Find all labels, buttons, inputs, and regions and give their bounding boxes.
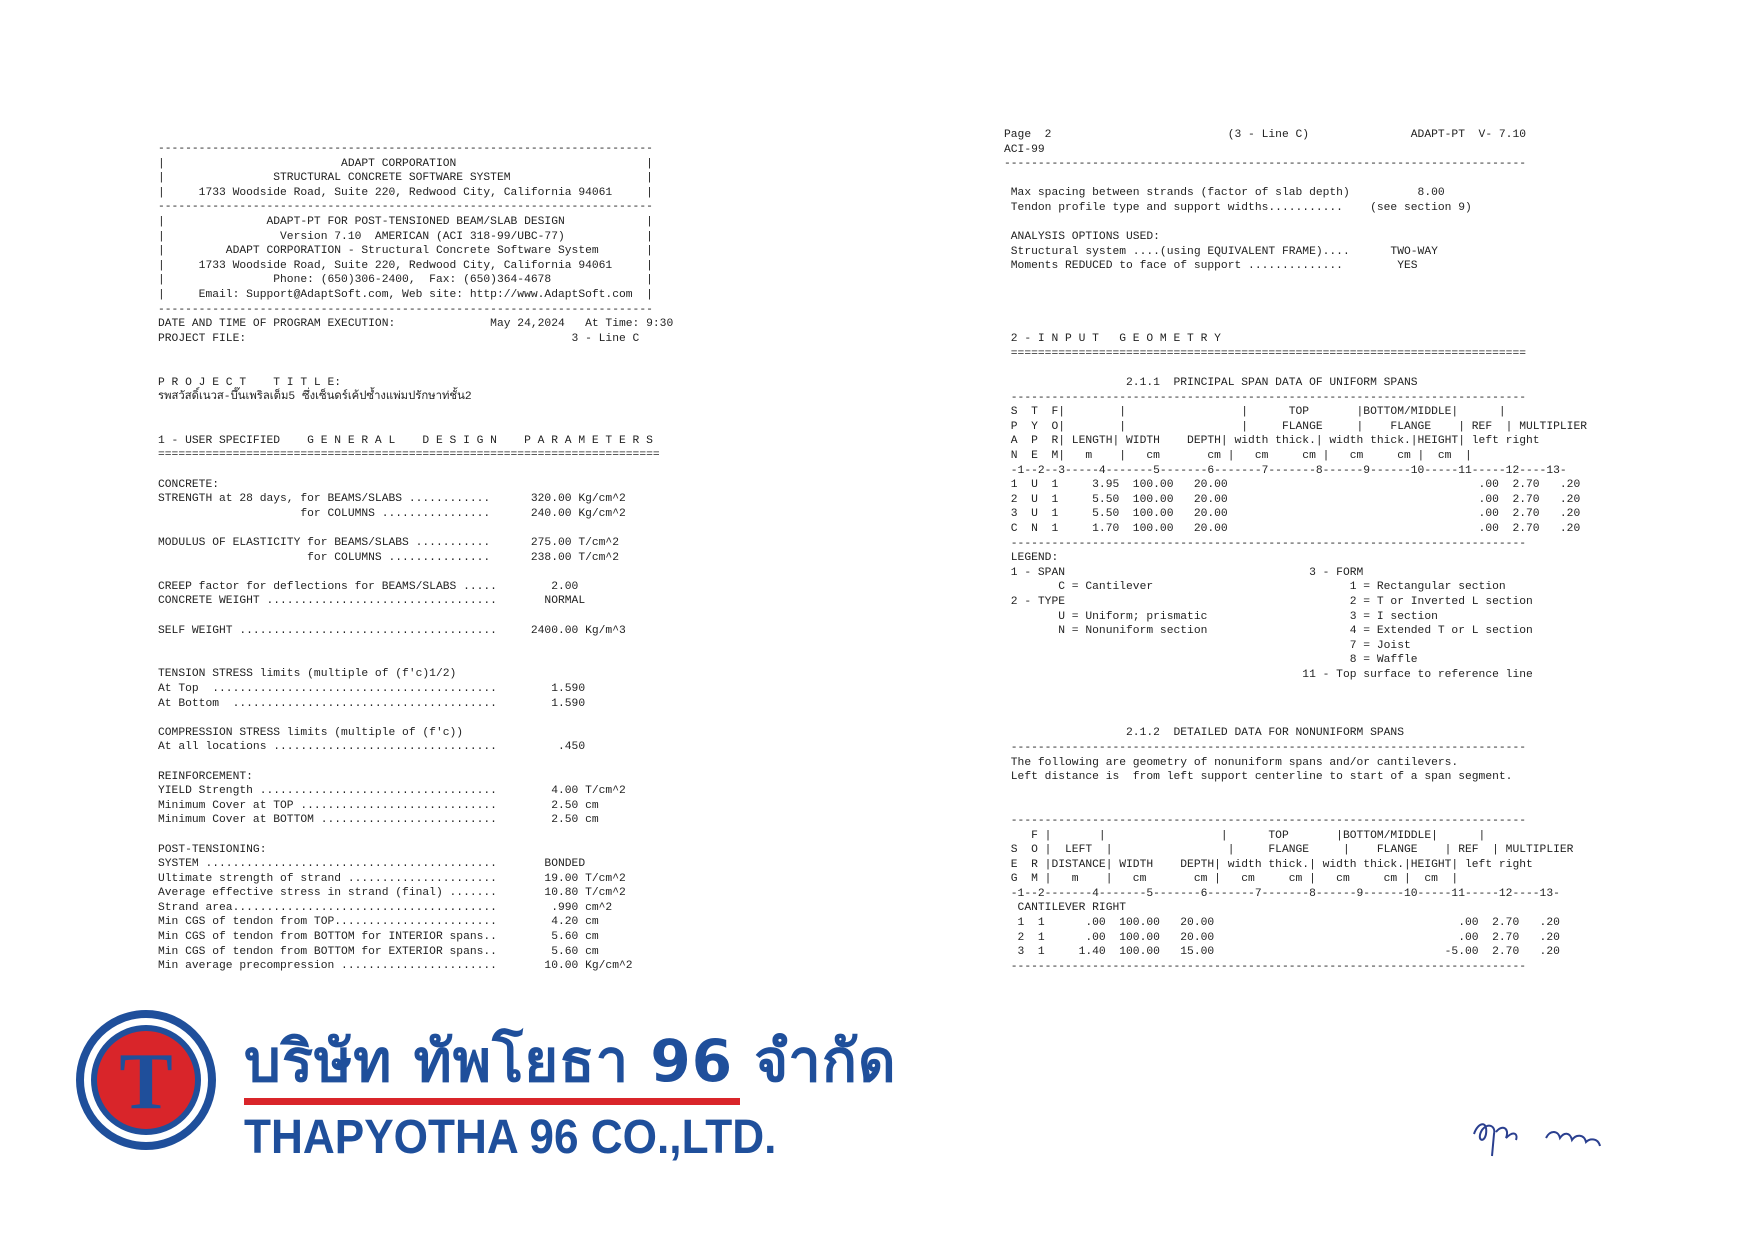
report-line: The following are geometry of nonuniform spans and/or cantilevers. bbox=[1004, 756, 1459, 769]
report-line: N = Nonuniform section 4 = Extended T or L section bbox=[1004, 625, 1533, 638]
report-line bbox=[158, 828, 758, 843]
report-line bbox=[1004, 318, 1624, 333]
report-line bbox=[158, 638, 758, 653]
report-line: A P R| LENGTH| WIDTH DEPTH| width thick.| width thick.|HEIGHT| left right bbox=[1004, 435, 1540, 448]
report-line: N E M| m | cm cm | cm cm | cm cm | cm | bbox=[1004, 450, 1472, 463]
report-line: Structural system ....(using EQUIVALENT FRAME).... TWO-WAY bbox=[1004, 245, 1438, 258]
report-line: | 1733 Woodside Road, Suite 220, Redwood City, California 94061 | bbox=[158, 259, 653, 272]
report-line bbox=[158, 521, 758, 536]
report-line: Tendon profile type and support widths........... (see section 9) bbox=[1004, 201, 1472, 214]
report-line: CONCRETE WEIGHT .................................. NORMAL bbox=[158, 595, 586, 608]
report-line: ============================================================================ bbox=[1004, 347, 1527, 360]
report-line: ------------------------------------------------------------------------- bbox=[158, 201, 653, 214]
report-line: 2 U 1 5.50 100.00 20.00 .00 2.70 .20 bbox=[1004, 493, 1581, 506]
report-line bbox=[1004, 683, 1624, 698]
report-line bbox=[1004, 799, 1624, 814]
report-line: 2.1.2 DETAILED DATA FOR NONUNIFORM SPANS bbox=[1004, 727, 1404, 740]
report-line: 2 - I N P U T G E O M E T R Y bbox=[1004, 333, 1221, 346]
right-report-page bbox=[1004, 128, 1624, 974]
report-line: 1 U 1 3.95 100.00 20.00 .00 2.70 .20 bbox=[1004, 479, 1581, 492]
report-line: At all locations ................................. .450 bbox=[158, 741, 586, 754]
report-line: Left distance is from left support centerline to start of a span segment. bbox=[1004, 771, 1513, 784]
report-line: ---------------------------------------------------------------------------- bbox=[1004, 741, 1527, 754]
report-line bbox=[1004, 289, 1624, 304]
report-line: Minimum Cover at BOTTOM .......................... 2.50 cm bbox=[158, 814, 599, 827]
report-line: 3 U 1 5.50 100.00 20.00 .00 2.70 .20 bbox=[1004, 508, 1581, 521]
report-line bbox=[1004, 172, 1624, 187]
report-line: REINFORCEMENT: bbox=[158, 770, 253, 783]
report-line: 1 - SPAN 3 - FORM bbox=[1004, 566, 1364, 579]
report-line: | Phone: (650)306-2400, Fax: (650)364-4678 | bbox=[158, 274, 653, 287]
report-line bbox=[1004, 274, 1624, 289]
report-line bbox=[158, 711, 758, 726]
report-line: Max spacing between strands (factor of slab depth) 8.00 bbox=[1004, 187, 1445, 200]
report-line: | 1733 Woodside Road, Suite 220, Redwood City, California 94061 | bbox=[158, 186, 653, 199]
report-line: 7 = Joist bbox=[1004, 639, 1411, 652]
report-line: ---------------------------------------------------------------------------- bbox=[1004, 814, 1527, 827]
report-line: YIELD Strength ................................... 4.00 T/cm^2 bbox=[158, 785, 626, 798]
report-line: STRENGTH at 28 days, for BEAMS/SLABS ............ 320.00 Kg/cm^2 bbox=[158, 493, 626, 506]
report-line bbox=[158, 755, 758, 770]
report-line: SELF WEIGHT ...................................... 2400.00 Kg/m^3 bbox=[158, 624, 626, 637]
report-line: CANTILEVER RIGHT bbox=[1004, 902, 1127, 915]
report-line bbox=[1004, 362, 1624, 377]
report-line bbox=[1004, 785, 1624, 800]
report-line: CREEP factor for deflections for BEAMS/SLABS ..... 2.00 bbox=[158, 580, 579, 593]
report-line: -1--2--3-----4-------5-------6-------7-------8------9------10-----11-----12----13- bbox=[1004, 464, 1567, 477]
report-line: S T F| | | TOP |BOTTOM/MIDDLE| | bbox=[1004, 406, 1506, 419]
report-line bbox=[1004, 697, 1624, 712]
report-line: | Version 7.10 AMERICAN (ACI 318-99/UBC-77) | bbox=[158, 230, 653, 243]
report-line: PROJECT FILE: 3 - Line C bbox=[158, 332, 640, 345]
report-line: LEGEND: bbox=[1004, 552, 1059, 565]
report-line: TENSION STRESS limits (multiple of (f'c)1/2) bbox=[158, 668, 457, 681]
report-line bbox=[158, 565, 758, 580]
emblem-initial: T bbox=[119, 1038, 173, 1126]
report-line bbox=[1004, 303, 1624, 318]
company-name-english: THAPYOTHA 96 CO.,LTD. bbox=[244, 1111, 777, 1164]
report-line: U = Uniform; prismatic 3 = I section bbox=[1004, 610, 1438, 623]
report-line: POST-TENSIONING: bbox=[158, 843, 267, 856]
report-line: At Top .......................................... 1.590 bbox=[158, 682, 586, 695]
report-line bbox=[158, 405, 758, 420]
report-line: 2 1 .00 100.00 20.00 .00 2.70 .20 bbox=[1004, 931, 1560, 944]
report-line: ------------------------------------------------------------------------- bbox=[158, 143, 653, 155]
report-line: SYSTEM ........................................... BONDED bbox=[158, 858, 586, 871]
report-line bbox=[158, 463, 758, 478]
report-line bbox=[158, 346, 758, 361]
report-line: Average effective stress in strand (final) ....... 10.80 T/cm^2 bbox=[158, 887, 626, 900]
report-line: P Y O| | | FLANGE | FLANGE | REF | MULTIPLIER bbox=[1004, 420, 1588, 433]
report-line: 1 - USER SPECIFIED G E N E R A L D E S I G N P A R A M E T E R S bbox=[158, 434, 653, 447]
report-line bbox=[1004, 712, 1624, 727]
report-line bbox=[158, 419, 758, 434]
report-line bbox=[1004, 216, 1624, 231]
report-line: Min CGS of tendon from BOTTOM for EXTERIOR spans.. 5.60 cm bbox=[158, 945, 599, 958]
handwritten-signature bbox=[1466, 1104, 1626, 1164]
company-emblem-icon bbox=[76, 1010, 216, 1150]
report-line: ANALYSIS OPTIONS USED: bbox=[1004, 231, 1160, 244]
report-line: ---------------------------------------------------------------------------- bbox=[1004, 960, 1527, 973]
report-line: 3 1 1.40 100.00 15.00 -5.00 2.70 .20 bbox=[1004, 946, 1560, 959]
report-line: CONCRETE: bbox=[158, 478, 220, 491]
report-line: ========================================================================== bbox=[158, 449, 660, 462]
report-line: Min average precompression ....................... 10.00 Kg/cm^2 bbox=[158, 960, 633, 973]
report-line: Strand area....................................... .990 cm^2 bbox=[158, 901, 613, 914]
report-line bbox=[158, 361, 758, 376]
report-line: DATE AND TIME OF PROGRAM EXECUTION: May 24,2024 At Time: 9:30 bbox=[158, 318, 674, 331]
report-line: 2 - TYPE 2 = T or Inverted L section bbox=[1004, 596, 1533, 608]
report-line: COMPRESSION STRESS limits (multiple of (f'c)) bbox=[158, 726, 464, 739]
report-line: S O | LEFT | | FLANGE | FLANGE | REF | MULTIPLIER bbox=[1004, 844, 1574, 857]
report-line: 1 1 .00 100.00 20.00 .00 2.70 .20 bbox=[1004, 917, 1560, 930]
report-line: Min CGS of tendon from BOTTOM for INTERIOR spans.. 5.60 cm bbox=[158, 931, 599, 944]
report-line: 8 = Waffle bbox=[1004, 654, 1418, 667]
report-line: C = Cantilever 1 = Rectangular section bbox=[1004, 581, 1506, 594]
report-line: ACI-99 bbox=[1004, 143, 1045, 156]
report-line: ---------------------------------------------------------------------------- bbox=[1004, 537, 1527, 550]
report-line bbox=[158, 609, 758, 624]
report-line: At Bottom ....................................... 1.590 bbox=[158, 697, 586, 710]
report-line: รพสวัสดิ์เนวส-บึ๊นเพริลเต็ม5 ซึ่งเซ็นดร์เค้ปซ้ำงแพ่มปรักษาท่ชั้น2 bbox=[158, 391, 472, 404]
report-line: Ultimate strength of strand ...................... 19.00 T/cm^2 bbox=[158, 872, 626, 885]
report-line: -1--2-------4-------5-------6-------7-------8------9------10-----11-----12----13- bbox=[1004, 887, 1560, 900]
report-line: F | | | TOP |BOTTOM/MIDDLE| | bbox=[1004, 829, 1486, 842]
report-line: 11 - Top surface to reference line bbox=[1004, 668, 1533, 681]
report-line: for COLUMNS ................ 240.00 Kg/cm^2 bbox=[158, 507, 626, 520]
report-line: Min CGS of tendon from TOP........................ 4.20 cm bbox=[158, 916, 599, 929]
report-line: | STRUCTURAL CONCRETE SOFTWARE SYSTEM | bbox=[158, 172, 653, 185]
report-line: | ADAPT-PT FOR POST-TENSIONED BEAM/SLAB DESIGN | bbox=[158, 215, 653, 228]
report-line: P R O J E C T T I T L E: bbox=[158, 376, 342, 389]
report-line: 2.1.1 PRINCIPAL SPAN DATA OF UNIFORM SPANS bbox=[1004, 377, 1418, 390]
report-line bbox=[158, 653, 758, 668]
report-line: for COLUMNS ............... 238.00 T/cm^2 bbox=[158, 551, 619, 564]
report-line: C N 1 1.70 100.00 20.00 .00 2.70 .20 bbox=[1004, 523, 1581, 536]
company-name-thai: บริษัท ทัพโยธา 96 จำกัด bbox=[244, 1027, 897, 1095]
report-line: ----------------------------------------------------------------------------- bbox=[1004, 158, 1527, 171]
report-line: Minimum Cover at TOP ............................. 2.50 cm bbox=[158, 799, 599, 812]
report-line: G M | m | cm cm | cm cm | cm cm | cm | bbox=[1004, 873, 1459, 886]
logo-divider bbox=[244, 1098, 740, 1105]
report-line: Page 2 (3 - Line C) ADAPT-PT V- 7.10 bbox=[1004, 129, 1527, 141]
report-line: Moments REDUCED to face of support .............. YES bbox=[1004, 260, 1418, 273]
company-logo bbox=[66, 1000, 897, 1180]
report-line: ------------------------------------------------------------------------- bbox=[158, 303, 653, 316]
report-line: E R |DISTANCE| WIDTH DEPTH| width thick.| width thick.|HEIGHT| left right bbox=[1004, 858, 1533, 871]
report-line: | Email: Support@AdaptSoft.com, Web site: http://www.AdaptSoft.com | bbox=[158, 288, 653, 301]
left-report-page bbox=[158, 142, 758, 974]
report-line: ---------------------------------------------------------------------------- bbox=[1004, 391, 1527, 404]
report-line: MODULUS OF ELASTICITY for BEAMS/SLABS ........... 275.00 T/cm^2 bbox=[158, 537, 619, 550]
report-line: | ADAPT CORPORATION | bbox=[158, 157, 653, 170]
report-line: | ADAPT CORPORATION - Structural Concrete Software System | bbox=[158, 245, 653, 258]
